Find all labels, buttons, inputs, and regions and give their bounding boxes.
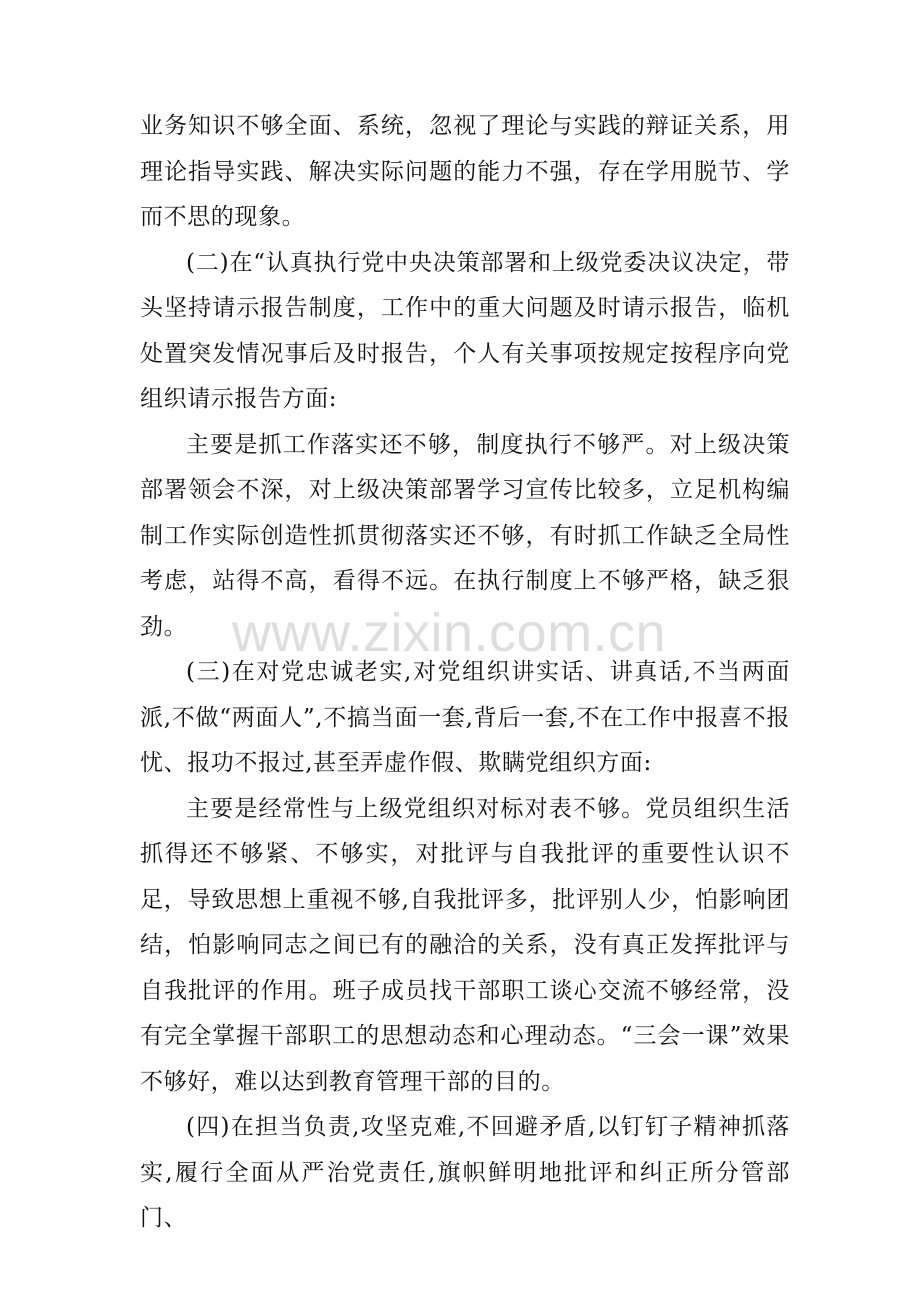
paragraph-continuation: 业务知识不够全面、系统，忽视了理论与实践的辩证关系，用理论指导实践、解决实际问题的能力不强，存在学用脱节、学而不思的现象。: [140, 113, 790, 230]
paragraph-section-three-heading: (三)在对党忠诚老实,对党组织讲实话、讲真话,不当两面派,不做“两面人”,不搞当面一套,背后一套,不在工作中报喜不报忧、报功不报过,甚至弄虚作假、欺瞒党组织方面:: [140, 659, 790, 776]
paragraph-section-four-heading: (四)在担当负责,攻坚克难,不回避矛盾,以钉钉子精神抓落实,履行全面从严治党责任,旗帜鲜明地批评和纠正所分管部门、: [140, 1114, 790, 1231]
document-body: [140, 104, 790, 1242]
paragraph-section-three-body: 主要是经常性与上级党组织对标对表不够。党员组织生活抓得还不够紧、不够实，对批评与自我批评的重要性认识不足，导致思想上重视不够,自我批评多，批评别人少，怕影响团结，怕影响同志之间已有的融洽的关系，没有真正发挥批评与自我批评的作用。班子成员找干部职工谈心交流不够经常，没有完全掌握干部职工的思想动态和心理动态。“三会一课”效果不够好，难以达到教育管理干部的目的。: [140, 795, 790, 1095]
paragraph-section-two-body: 主要是抓工作落实还不够，制度执行不够严。对上级决策部署领会不深，对上级决策部署学习宣传比较多，立足机构编制工作实际创造性抓贯彻落实还不够，有时抓工作缺乏全局性考虑，站得不高，看得不远。在执行制度上不够严格，缺乏狠劲。: [140, 431, 790, 640]
paragraph-section-two-heading: (二)在“认真执行党中央决策部署和上级党委决议决定，带头坚持请示报告制度，工作中的重大问题及时请示报告，临机处置突发情况事后及时报告，个人有关事项按规定按程序向党组织请示报告方面:: [140, 249, 790, 412]
watermark: www.zixin.com.cn: [232, 603, 667, 663]
